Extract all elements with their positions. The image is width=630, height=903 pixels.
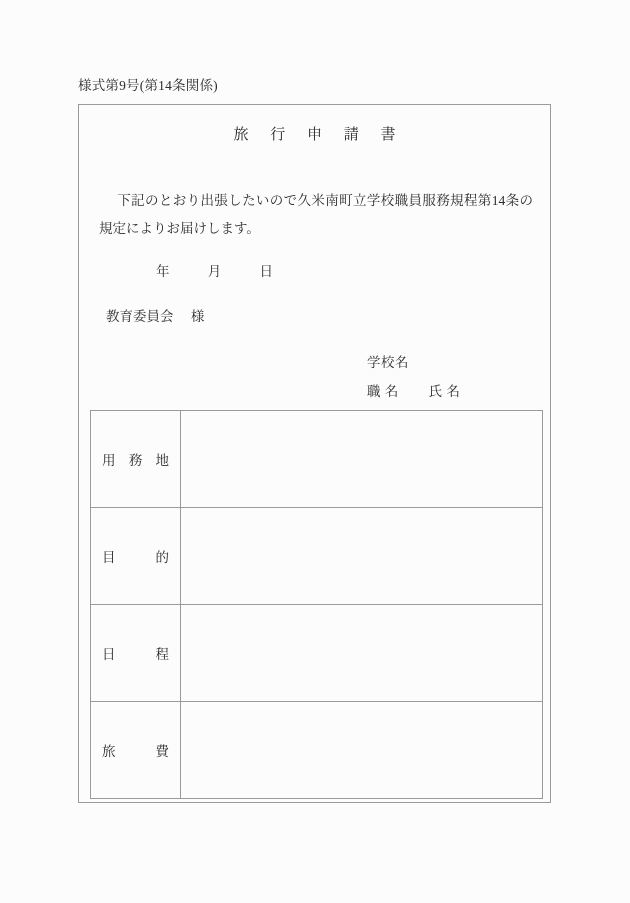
form-number-label: 様式第9号(第14条関係) [78, 78, 218, 93]
row-label-inner [91, 546, 180, 566]
label-char: 的 [155, 550, 169, 565]
row-label-inner [91, 740, 180, 760]
label-char: 日 [102, 647, 116, 662]
row-label-yomuchi [91, 411, 181, 508]
position-label: 職 名 [367, 384, 399, 399]
label-char: 旅 [102, 744, 116, 759]
name-label: 氏 名 [428, 384, 461, 399]
table-row [91, 411, 543, 508]
table-row [91, 508, 543, 605]
label-char: 程 [155, 647, 169, 662]
row-value-ryohi[interactable] [181, 702, 543, 799]
table-row [91, 702, 543, 799]
year-label: 年 [156, 264, 170, 279]
form-table [90, 410, 543, 799]
addressee-line [106, 305, 204, 325]
row-value-yomuchi[interactable] [181, 411, 543, 508]
row-value-mokuteki[interactable] [181, 508, 543, 605]
label-char: 目 [102, 550, 116, 565]
table-row [91, 605, 543, 702]
addressee-name: 教育委員会 [106, 309, 174, 324]
day-label: 日 [259, 264, 274, 279]
month-label: 月 [207, 264, 222, 279]
body-paragraph: 下記のとおり出張したいので久米南町立学校職員服務規程第14条の規定によりお届けします。 [99, 193, 533, 237]
form-table-body [91, 411, 543, 799]
row-label-inner [91, 643, 180, 663]
row-label-inner [91, 449, 180, 469]
label-char: 地 [155, 453, 169, 468]
date-line [156, 260, 274, 280]
row-label-mokuteki [91, 508, 181, 605]
position-and-name-labels [367, 380, 461, 400]
addressee-honorific: 様 [190, 309, 205, 324]
row-label-ryohi [91, 702, 181, 799]
label-char: 用 [102, 453, 116, 468]
row-label-nittei [91, 605, 181, 702]
label-char: 費 [155, 744, 169, 759]
row-value-nittei[interactable] [181, 605, 543, 702]
school-name-label: 学校名 [367, 355, 409, 370]
page-title: 旅 行 申 請 書 [233, 127, 405, 143]
signature-block [367, 351, 461, 400]
label-char: 務 [128, 453, 143, 468]
form-frame [78, 104, 551, 803]
